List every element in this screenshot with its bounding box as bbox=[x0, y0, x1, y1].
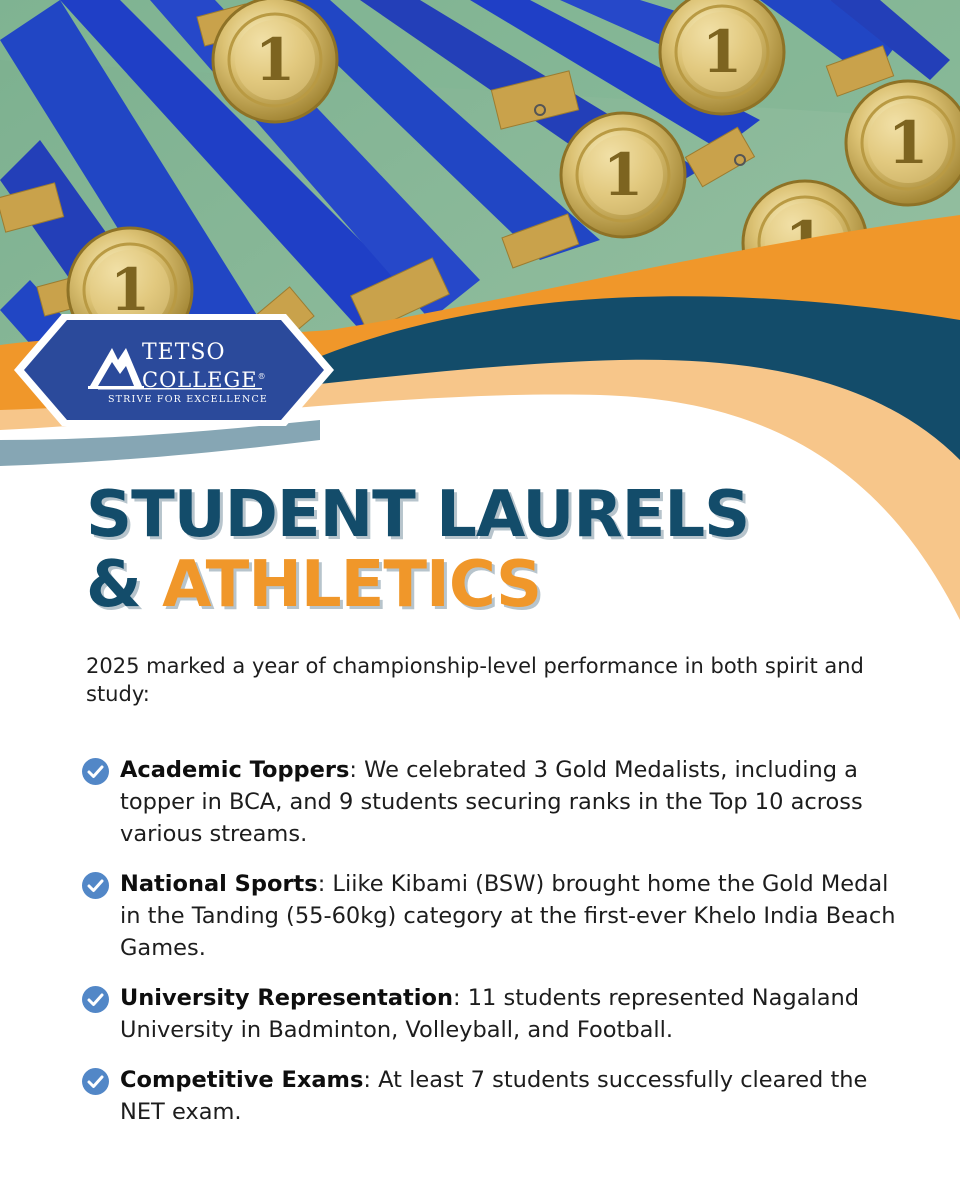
list-item bbox=[80, 1064, 910, 1128]
page-title bbox=[86, 480, 749, 620]
registered-mark: ® bbox=[257, 372, 267, 381]
list-item bbox=[80, 868, 910, 964]
tetso-college-logo bbox=[14, 314, 334, 426]
check-circle-icon bbox=[82, 758, 109, 785]
logo-college-word: COLLEGE bbox=[142, 368, 258, 392]
item-title: University Representation bbox=[120, 985, 453, 1011]
item-title: Academic Toppers bbox=[120, 757, 350, 783]
logo-name-line1: TETSO bbox=[142, 340, 226, 365]
title-line1: STUDENT LAURELS bbox=[86, 478, 750, 552]
item-title: National Sports bbox=[120, 871, 318, 897]
item-text: : 11 students represented Nagaland University in Badminton, Volleyball, and Football. bbox=[120, 985, 860, 1043]
check-circle-icon bbox=[82, 1068, 109, 1095]
item-text: : At least 7 students successfully cleared the NET exam. bbox=[120, 1067, 868, 1125]
check-circle-icon bbox=[82, 986, 109, 1013]
title-accent: ATHLETICS bbox=[162, 548, 542, 622]
item-text: : We celebrated 3 Gold Medalists, including a topper in BCA, and 9 students securing ranks in the Top 10 across various streams. bbox=[120, 757, 863, 847]
list-item bbox=[80, 982, 910, 1046]
item-text: : Liike Kibami (BSW) brought home the Gold Medal in the Tanding (55-60kg) category at the first-ever Khelo India Beach Games. bbox=[120, 871, 896, 961]
highlights-list bbox=[80, 754, 910, 1128]
check-circle-icon bbox=[82, 872, 109, 899]
list-item bbox=[80, 754, 910, 850]
item-title: Competitive Exams bbox=[120, 1067, 364, 1093]
title-ampersand: & bbox=[86, 548, 163, 622]
logo-tagline: STRIVE FOR EXCELLENCE bbox=[107, 394, 269, 405]
logo-name-line2 bbox=[142, 366, 267, 391]
intro-text: 2025 marked a year of championship-level performance in both spirit and study: bbox=[86, 654, 864, 706]
